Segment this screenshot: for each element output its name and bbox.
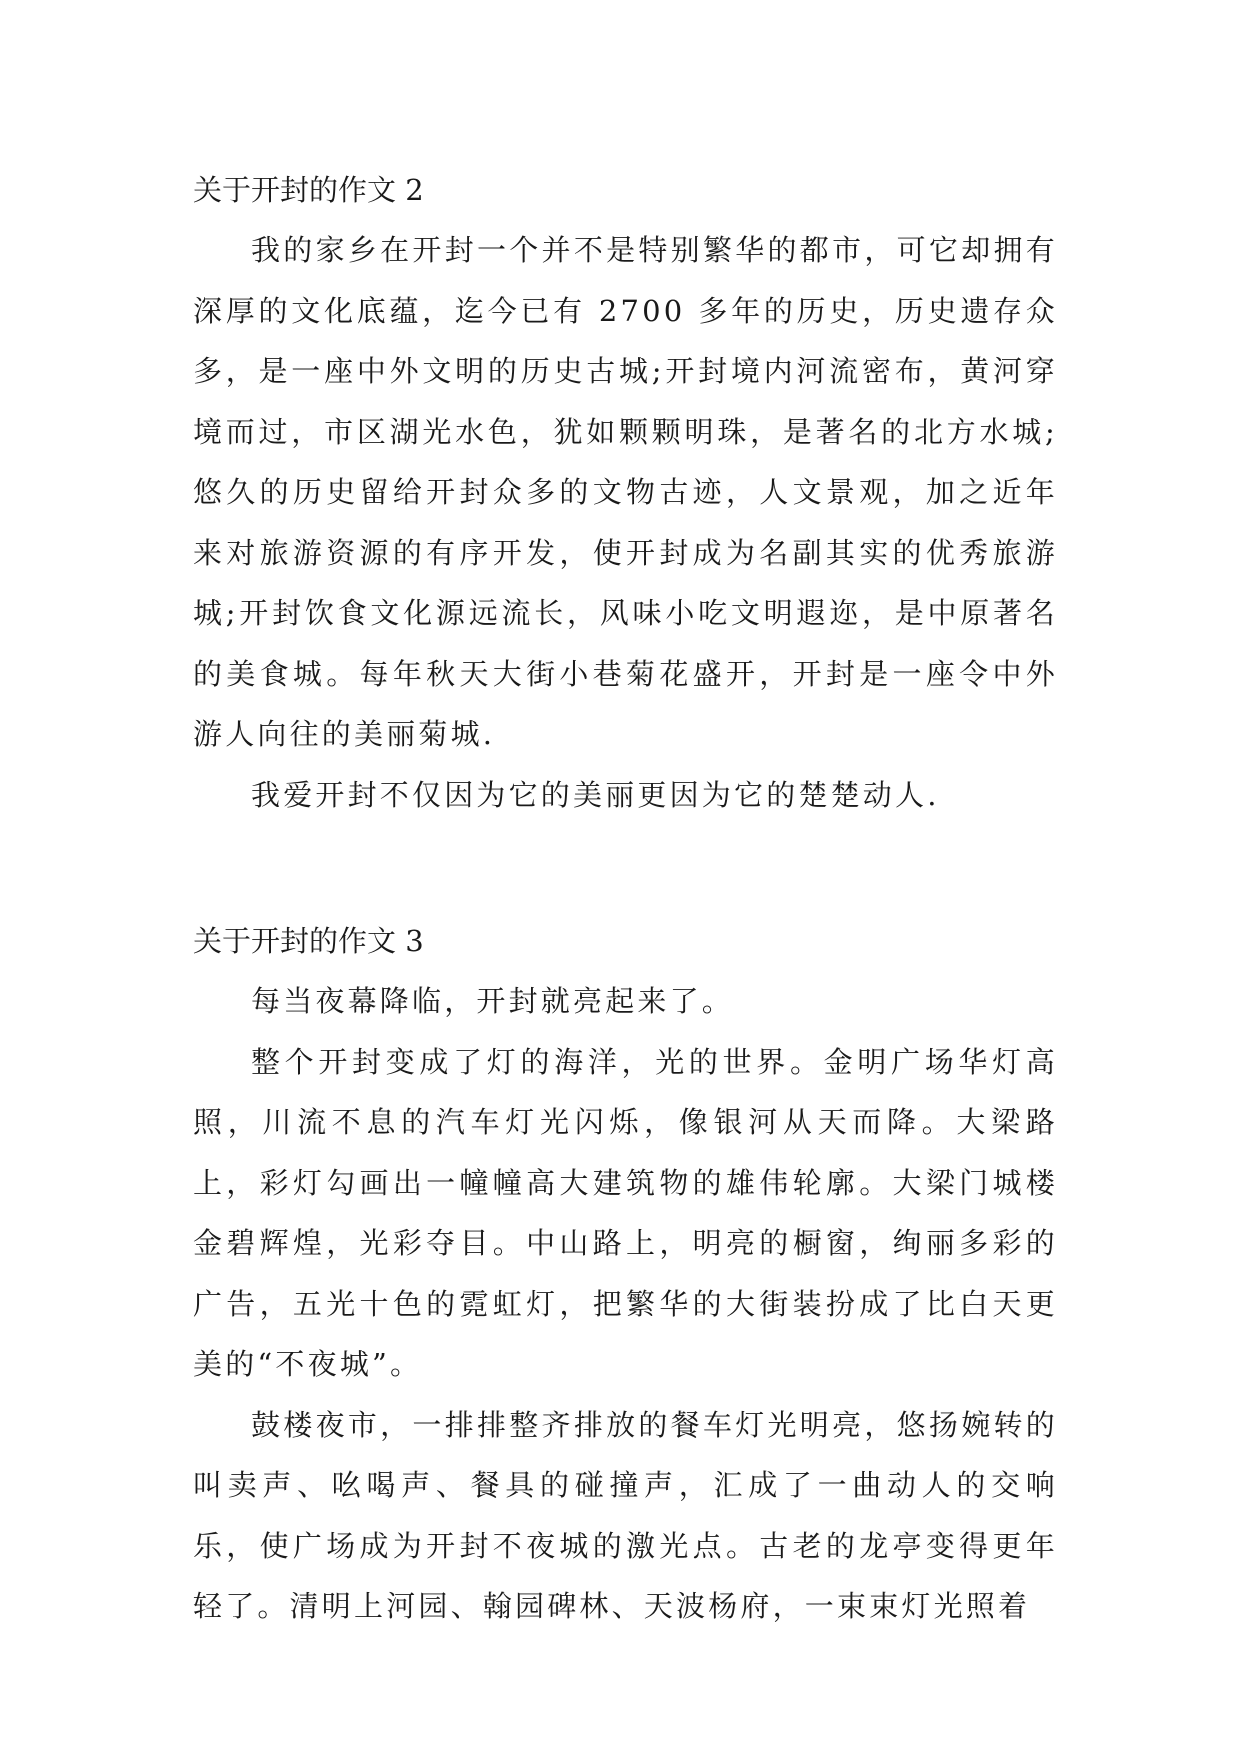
paragraph: 每当夜幕降临，开封就亮起来了。 [251, 984, 735, 1018]
essay-section-3 [193, 911, 1058, 1637]
essay-section-2 [193, 160, 1058, 825]
section-spacer [193, 825, 1058, 911]
paragraph: 整个开封变成了灯的海洋，光的世界。金明广场华灯高照，川流不息的汽车灯光闪烁，像银河从天而降。大梁路上，彩灯勾画出一幢幢高大建筑物的雄伟轮廓。大梁门城楼金碧辉煌，光彩夺目。中山路上，明亮的橱窗，绚丽多彩的广告，五光十色的霓虹灯，把繁华的大街装扮成了比白天更美的“不夜城”。 [193, 1044, 1058, 1381]
paragraph: 我爱开封不仅因为它的美丽更因为它的楚楚动人. [251, 777, 940, 812]
document-body [193, 160, 1058, 1637]
paragraph: 我的家乡在开封一个并不是特别繁华的都市，可它却拥有深厚的文化底蕴，迄今已有 2700 多年的历史，历史遗存众多，是一座中外文明的历史古城;开封境内河流密布，黄河穿境而过，市区湖光水色，犹如颗颗明珠，是著名的北方水城;悠久的历史留给开封众多的文物古迹，人文景观，加之近年来对旅游资源的有序开发，使开封成为名副其实的优秀旅游城;开封饮食文化源远流长，风味小吃文明遐迩，是中原著名的美食城。每年秋天大街小巷菊花盛开，开封是一座令中外游人向往的美丽菊城. [193, 233, 1058, 751]
section-title: 关于开封的作文 2 [193, 173, 424, 207]
paragraph: 鼓楼夜市，一排排整齐排放的餐车灯光明亮，悠扬婉转的叫卖声、吆喝声、餐具的碰撞声，汇成了一曲动人的交响乐，使广场成为开封不夜城的激光点。古老的龙亭变得更年轻了。清明上河园、翰园碑林、天波杨府，一束束灯光照着 [193, 1407, 1058, 1623]
section-title: 关于开封的作文 3 [193, 924, 424, 958]
